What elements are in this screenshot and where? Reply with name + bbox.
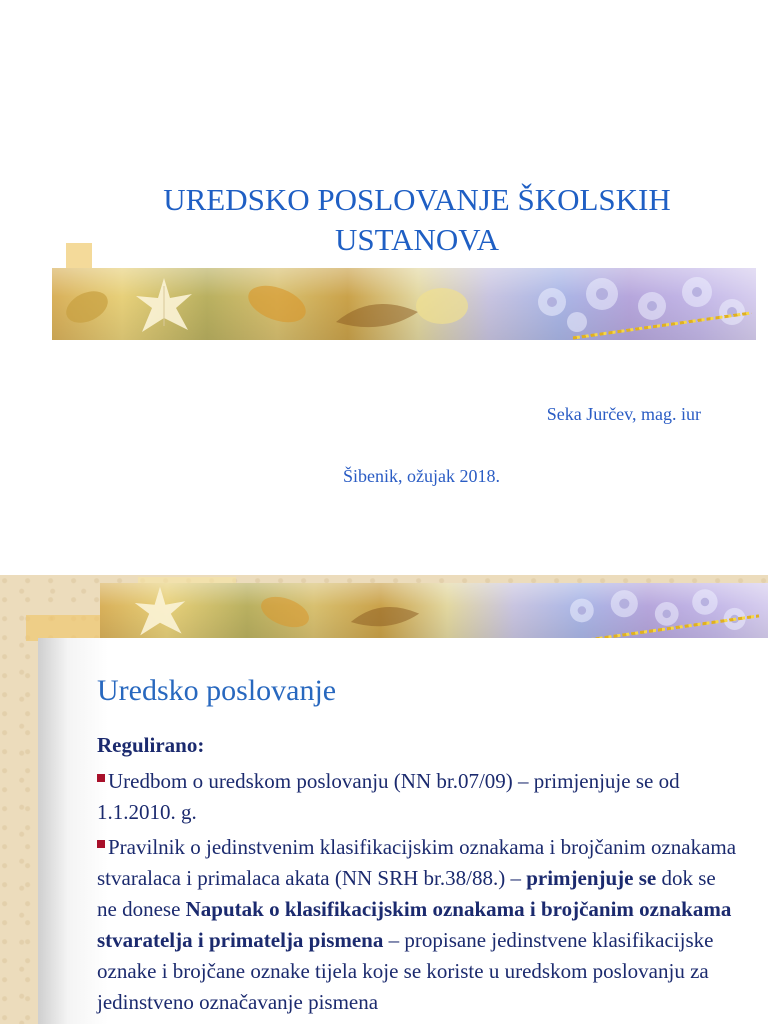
- section-heading: Uredsko poslovanje: [97, 674, 337, 707]
- list-item: [97, 832, 737, 1018]
- square-bullet-icon: [97, 840, 105, 848]
- list-item: [97, 766, 737, 828]
- subheading: Regulirano:: [97, 733, 205, 757]
- leaf-icon: [412, 278, 472, 334]
- leaf-icon: [332, 292, 422, 340]
- list-item-text: dok se ne donese: [97, 866, 716, 921]
- decorative-banner: [100, 583, 768, 641]
- place-date: Šibenik, ožujak 2018.: [343, 466, 500, 486]
- presentation-title: UREDSKO POSLOVANJE ŠKOLSKIH USTANOVA: [163, 182, 671, 257]
- flower-icon: [540, 585, 768, 641]
- author-name: Seka Jurčev, mag. iur: [546, 404, 701, 424]
- decorative-banner: [52, 268, 756, 340]
- list-item-text: Uredbom o uredskom poslovanju (NN br.07/09) – primjenjuje se od 1.1.2010. g.: [97, 769, 680, 824]
- bold-text: Naputak o klasifikacijskim oznakama i brojčanim oznakama stvaratelja i primatelja pismena: [97, 897, 732, 952]
- list-item-text: Pravilnik o jedinstvenim klasifikacijskim oznakama i brojčanim oznakama stvaralaca i primalaca akata (NN SRH br.38/88.) –: [97, 835, 737, 890]
- leaf-icon: [340, 597, 430, 637]
- leaf-icon: [132, 276, 196, 336]
- leaf-icon: [130, 585, 190, 639]
- bold-text: primjenjuje se: [526, 866, 657, 890]
- leaf-icon: [62, 282, 112, 332]
- leaf-icon: [242, 274, 312, 334]
- square-bullet-icon: [97, 774, 105, 782]
- leaf-icon: [250, 587, 320, 637]
- list-item-text: – propisane jedinstvene klasifikacijske oznake i brojčane oznake tijela koje se koriste u uredskom poslovanju za jedinstveno označavanje pismena: [97, 928, 714, 1014]
